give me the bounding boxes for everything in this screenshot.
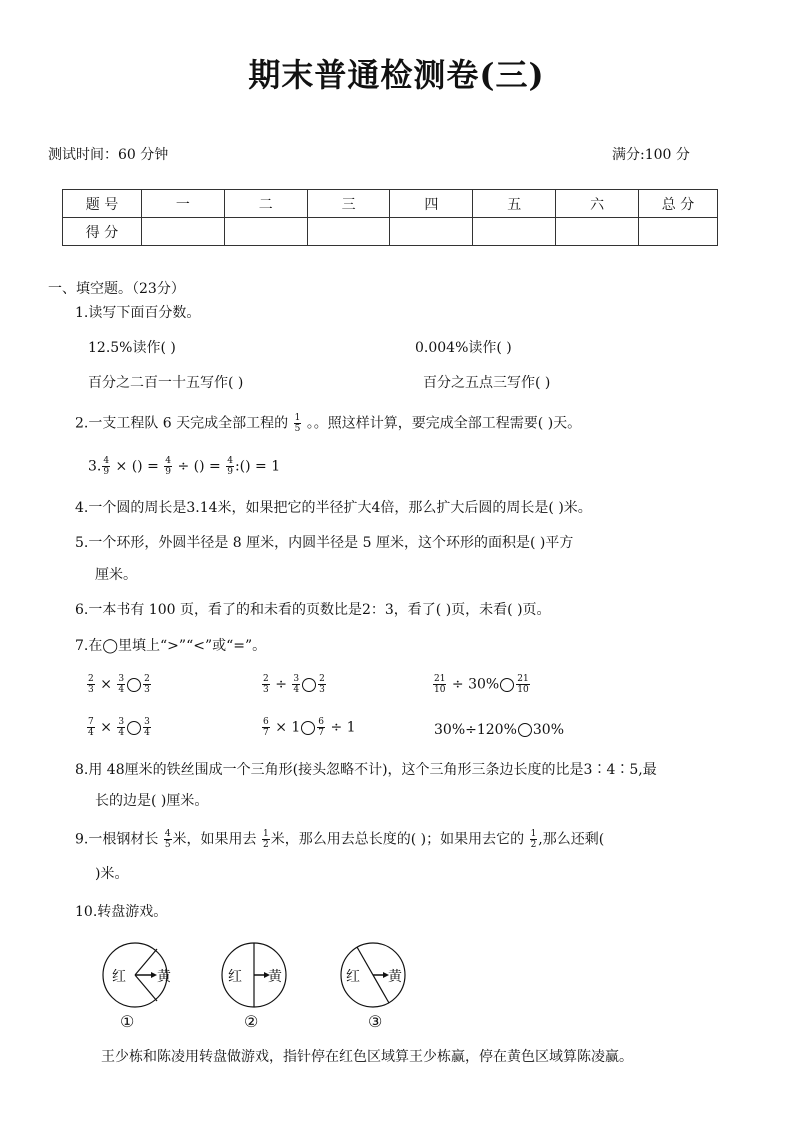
denominator: 10 (434, 685, 446, 695)
q9-line2: )米。 (95, 866, 129, 882)
q5-line1: 5.一个环形，外圆半径是 8 厘米，内圆半径是 5 厘米，这个环形的面积是( )平方 (75, 535, 574, 551)
numerator: 3 (118, 674, 125, 684)
numerator: 2 (144, 674, 150, 684)
compare-circle[interactable] (127, 721, 141, 735)
denominator: 5 (294, 424, 301, 434)
q3 (88, 456, 280, 477)
red-label: 红 (346, 969, 360, 985)
numerator: 2 (88, 674, 94, 684)
q8-line2: 长的边是( )厘米。 (95, 793, 209, 809)
numerator: 3 (144, 717, 150, 727)
q4: 4.一个圆的周长是3.14米，如果把它的半径扩大4倍，那么扩大后圆的周长是( )米。 (75, 500, 592, 516)
fraction (164, 456, 172, 477)
score-table (62, 189, 718, 246)
numerator: 2 (263, 674, 269, 684)
q7-item (86, 674, 152, 695)
numerator: 21 (517, 674, 529, 684)
q8-line1: 8.用 48厘米的铁丝围成一个三角形(接头忽略不计)，这个三角形三条边长度的比是3∶4∶5,最 (75, 762, 657, 778)
yellow-label: 黄 (268, 969, 282, 985)
q3-mid1: × () = (111, 458, 164, 475)
q1-b: 0.004%读作( ) (415, 340, 512, 356)
operator: × (100, 676, 112, 693)
denominator: 2 (263, 840, 269, 850)
denominator: 7 (263, 728, 269, 738)
fraction (262, 829, 270, 850)
table-cell: 总 分 (639, 190, 718, 218)
fraction (262, 674, 270, 695)
q7-item (434, 720, 564, 740)
q7-item (432, 674, 531, 695)
denominator: 10 (517, 685, 529, 695)
numerator: 4 (103, 456, 110, 466)
denominator: 4 (293, 685, 300, 695)
wheel-divider (135, 975, 157, 1001)
fraction (516, 674, 529, 695)
q1-stem: 1.读写下面百分数。 (75, 305, 201, 321)
operator: ÷ 30% (451, 676, 500, 693)
q3-post: :() = 1 (234, 458, 281, 475)
q5-line2: 厘米。 (95, 567, 137, 583)
denominator: 5 (164, 840, 171, 850)
test-time: 测试时间：60 分钟 (48, 147, 169, 163)
denominator: 3 (319, 685, 325, 695)
denominator: 7 (318, 728, 325, 738)
table-cell: 五 (473, 190, 556, 218)
operator: × 1 (275, 719, 301, 736)
fraction (226, 456, 234, 477)
fraction (294, 413, 302, 434)
denominator: 2 (530, 840, 537, 850)
table-row (63, 218, 718, 246)
fraction (87, 717, 95, 738)
q7-item (261, 674, 327, 695)
wheel-number: ③ (368, 1012, 383, 1031)
numerator: 6 (318, 717, 325, 727)
numerator: 1 (263, 829, 269, 839)
numerator: 3 (118, 717, 125, 727)
operator: × (100, 719, 112, 736)
page-title: 期末普通检测卷(三) (248, 56, 545, 94)
denominator: 3 (88, 685, 94, 695)
wheel-number: ② (244, 1012, 259, 1031)
numerator: 1 (294, 413, 301, 423)
denominator: 4 (118, 728, 125, 738)
denominator: 3 (144, 685, 150, 695)
denominator: 9 (227, 467, 233, 477)
compare-circle[interactable] (500, 678, 514, 692)
q10-stem: 10.转盘游戏。 (75, 904, 168, 920)
fraction (318, 674, 326, 695)
numerator: 6 (263, 717, 269, 727)
numerator: 21 (434, 674, 446, 684)
q3-pre: 3. (88, 458, 102, 475)
fraction (164, 829, 172, 850)
numerator: 4 (164, 829, 171, 839)
table-cell: 一 (142, 190, 225, 218)
numerator: 3 (293, 674, 300, 684)
wheel-divider (135, 949, 157, 975)
denominator: 9 (165, 467, 172, 477)
q9-p4: ,那么还剩( (538, 831, 605, 848)
q2-pre: 2.一支工程队 6 天完成全部工程的 (75, 415, 289, 432)
q7-r2c3-post: 30% (532, 722, 564, 738)
table-cell: 二 (224, 190, 307, 218)
fraction (292, 674, 300, 695)
q1-c: 百分之二百一十五写作( ) (88, 375, 244, 391)
numerator: 2 (319, 674, 325, 684)
operator: ÷ 1 (330, 719, 356, 736)
fraction (530, 829, 538, 850)
q1-a: 12.5%读作( ) (88, 340, 176, 356)
numerator: 4 (227, 456, 233, 466)
q1-d: 百分之五点三写作( ) (423, 375, 551, 391)
full-score: 满分:100 分 (612, 147, 690, 163)
q9-p1: 9.一根钢材长 (75, 831, 163, 848)
fraction (143, 674, 151, 695)
score-input-cell[interactable] (639, 218, 718, 246)
q7-item (261, 717, 356, 738)
denominator: 3 (263, 685, 269, 695)
yellow-label: 黄 (388, 969, 402, 985)
q9-p3: 米，那么用去总长度的( )；如果用去它的 (270, 831, 529, 848)
fraction (143, 717, 151, 738)
operator: ÷ (275, 676, 287, 693)
q10-description: 王少栋和陈凌用转盘做游戏，指针停在红色区域算王少栋赢，停在黄色区域算陈凌赢。 (101, 1049, 633, 1065)
compare-circle[interactable] (127, 678, 141, 692)
q7-stem: 7.在◯里填上“>”“<”或“=”。 (75, 638, 267, 654)
fraction (317, 717, 325, 738)
table-cell: 得 分 (63, 218, 142, 246)
table-cell: 题 号 (63, 190, 142, 218)
q9-line1 (75, 829, 604, 850)
score-input-cell[interactable] (142, 218, 225, 246)
numerator: 1 (530, 829, 537, 839)
red-label: 红 (228, 969, 242, 985)
fraction (262, 717, 270, 738)
numerator: 7 (88, 717, 94, 727)
fraction (433, 674, 446, 695)
q9-p2: 米，如果用去 (172, 831, 261, 848)
table-row (63, 190, 718, 218)
q2-post: 。。照这样计算，要完成全部工程需要( )天。 (306, 415, 582, 432)
fraction (102, 456, 110, 477)
denominator: 4 (118, 685, 125, 695)
numerator: 4 (165, 456, 172, 466)
denominator: 9 (103, 467, 110, 477)
table-cell: 三 (307, 190, 390, 218)
section-heading: 一、填空题。（23分） (48, 281, 185, 297)
score-input-cell[interactable] (556, 218, 639, 246)
fraction (117, 717, 125, 738)
table-cell: 六 (556, 190, 639, 218)
score-input-cell[interactable] (307, 218, 390, 246)
table-cell: 四 (390, 190, 473, 218)
compare-circle[interactable] (302, 678, 316, 692)
denominator: 4 (144, 728, 150, 738)
red-label: 红 (112, 969, 126, 985)
compare-circle[interactable] (301, 721, 315, 735)
score-input-cell[interactable] (473, 218, 556, 246)
q3-mid2: ÷ () = (173, 458, 226, 475)
wheel-number: ① (120, 1012, 135, 1031)
yellow-label: 黄 (157, 969, 171, 985)
score-input-cell[interactable] (390, 218, 473, 246)
score-input-cell[interactable] (224, 218, 307, 246)
fraction (117, 674, 125, 695)
fraction (87, 674, 95, 695)
denominator: 4 (88, 728, 94, 738)
q7-item (86, 717, 152, 738)
q7-r2c3-pre: 30%÷120% (434, 722, 517, 738)
q2 (75, 413, 581, 434)
q6: 6.一本书有 100 页，看了的和未看的页数比是2：3，看了( )页，未看( )页。 (75, 602, 551, 618)
compare-circle[interactable] (518, 723, 532, 737)
